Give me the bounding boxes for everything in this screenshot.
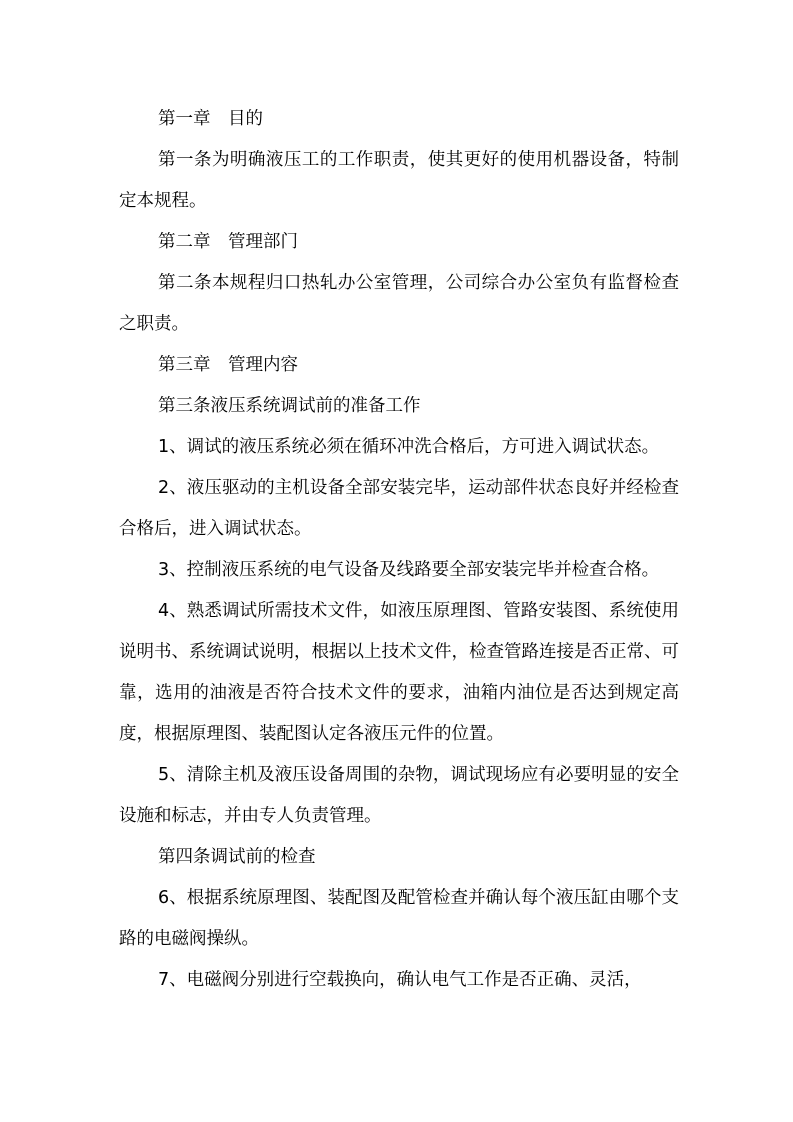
chapter-1-heading: 第一章 目的 — [158, 109, 263, 129]
item-7-paragraph: 7、电磁阀分别进行空载换向，确认电气工作是否正确、灵活， — [158, 970, 642, 990]
item-3-paragraph: 3、控制液压系统的电气设备及线路要全部安装完毕并检查合格。 — [158, 560, 660, 580]
item-2-paragraph: 2、液压驱动的主机设备全部安装完毕，运动部件状态良好并经检查合格后，进入调试状态。 — [119, 478, 679, 539]
chapter-3-heading: 第三章 管理内容 — [158, 355, 298, 375]
article-3-heading: 第三条液压系统调试前的准备工作 — [158, 396, 421, 416]
article-4-heading: 第四条调试前的检查 — [158, 847, 316, 867]
document-body — [119, 99, 679, 1001]
item-6-paragraph: 6、根据系统原理图、装配图及配管检查并确认每个液压缸由哪个支路的电磁阀操纵。 — [119, 888, 679, 949]
article-2-paragraph: 第二条本规程归口热轧办公室管理，公司综合办公室负有监督检查之职责。 — [119, 273, 679, 334]
item-4-paragraph: 4、熟悉调试所需技术文件，如液压原理图、管路安装图、系统使用说明书、系统调试说明，根据以上技术文件，检查管路连接是否正常、可靠，选用的油液是否符合技术文件的要求，油箱内油位是否达到规定高度，根据原理图、装配图认定各液压元件的位置。 — [119, 601, 679, 744]
item-5-paragraph: 5、清除主机及液压设备周围的杂物，调试现场应有必要明显的安全设施和标志，并由专人负责管理。 — [119, 765, 679, 826]
chapter-2-heading: 第二章 管理部门 — [158, 232, 298, 252]
item-1-paragraph: 1、调试的液压系统必须在循环冲洗合格后，方可进入调试状态。 — [158, 437, 660, 457]
article-1-paragraph: 第一条为明确液压工的工作职责，使其更好的使用机器设备，特制定本规程。 — [119, 150, 679, 211]
